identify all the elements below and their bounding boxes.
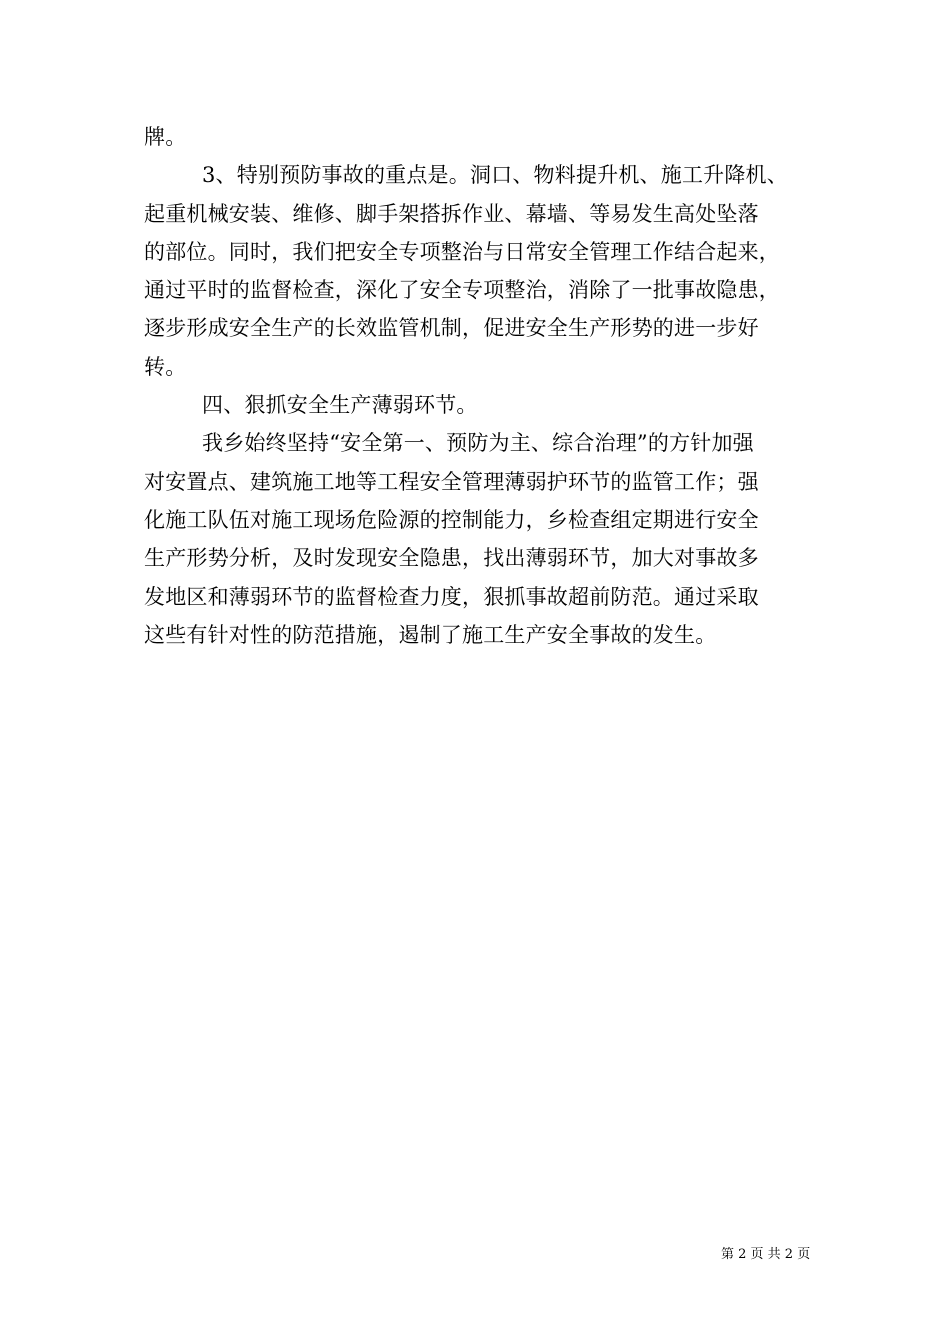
section-heading: [144, 386, 808, 424]
text-line: 这些有针对性的防范措施，遏制了施工生产安全事故的发生。: [144, 622, 717, 647]
paragraph-item-3: [144, 156, 808, 386]
text-line: 四、狠抓安全生产薄弱环节。: [202, 393, 478, 418]
paragraph-carry-over: [144, 118, 808, 156]
text-line: 发地区和薄弱环节的监督检查力度，狠抓事故超前防范。通过采取: [144, 584, 759, 609]
text-line: 逐步形成安全生产的长效监管机制，促进安全生产形势的进一步好: [144, 316, 759, 341]
paragraph-section-4-body: [144, 424, 808, 654]
text-line: 我乡始终坚持“安全第一、预防为主、综合治理”的方针加强: [202, 431, 754, 456]
text-line: 对安置点、建筑施工地等工程安全管理薄弱护环节的监管工作；强: [144, 469, 759, 494]
text-line: 转。: [144, 354, 187, 379]
text-line: 通过平时的监督检查，深化了安全专项整治，消除了一批事故隐患，: [144, 278, 780, 303]
text-line: 的部位。同时，我们把安全专项整治与日常安全管理工作结合起来，: [144, 239, 780, 264]
document-body: [144, 118, 808, 654]
text-line: 化施工队伍对施工现场危险源的控制能力，乡检查组定期进行安全: [144, 507, 759, 532]
text-line: 起重机械安装、维修、脚手架搭拆作业、幕墙、等易发生高处坠落: [144, 201, 759, 226]
text-line: 牌。: [144, 125, 187, 149]
page-number: 第 2 页 共 2 页: [721, 1247, 811, 1262]
text-line: 生产形势分析，及时发现安全隐患，找出薄弱环节，加大对事故多: [144, 546, 759, 571]
text-line: 3、特别预防事故的重点是。洞口、物料提升机、施工升降机、: [202, 163, 788, 188]
